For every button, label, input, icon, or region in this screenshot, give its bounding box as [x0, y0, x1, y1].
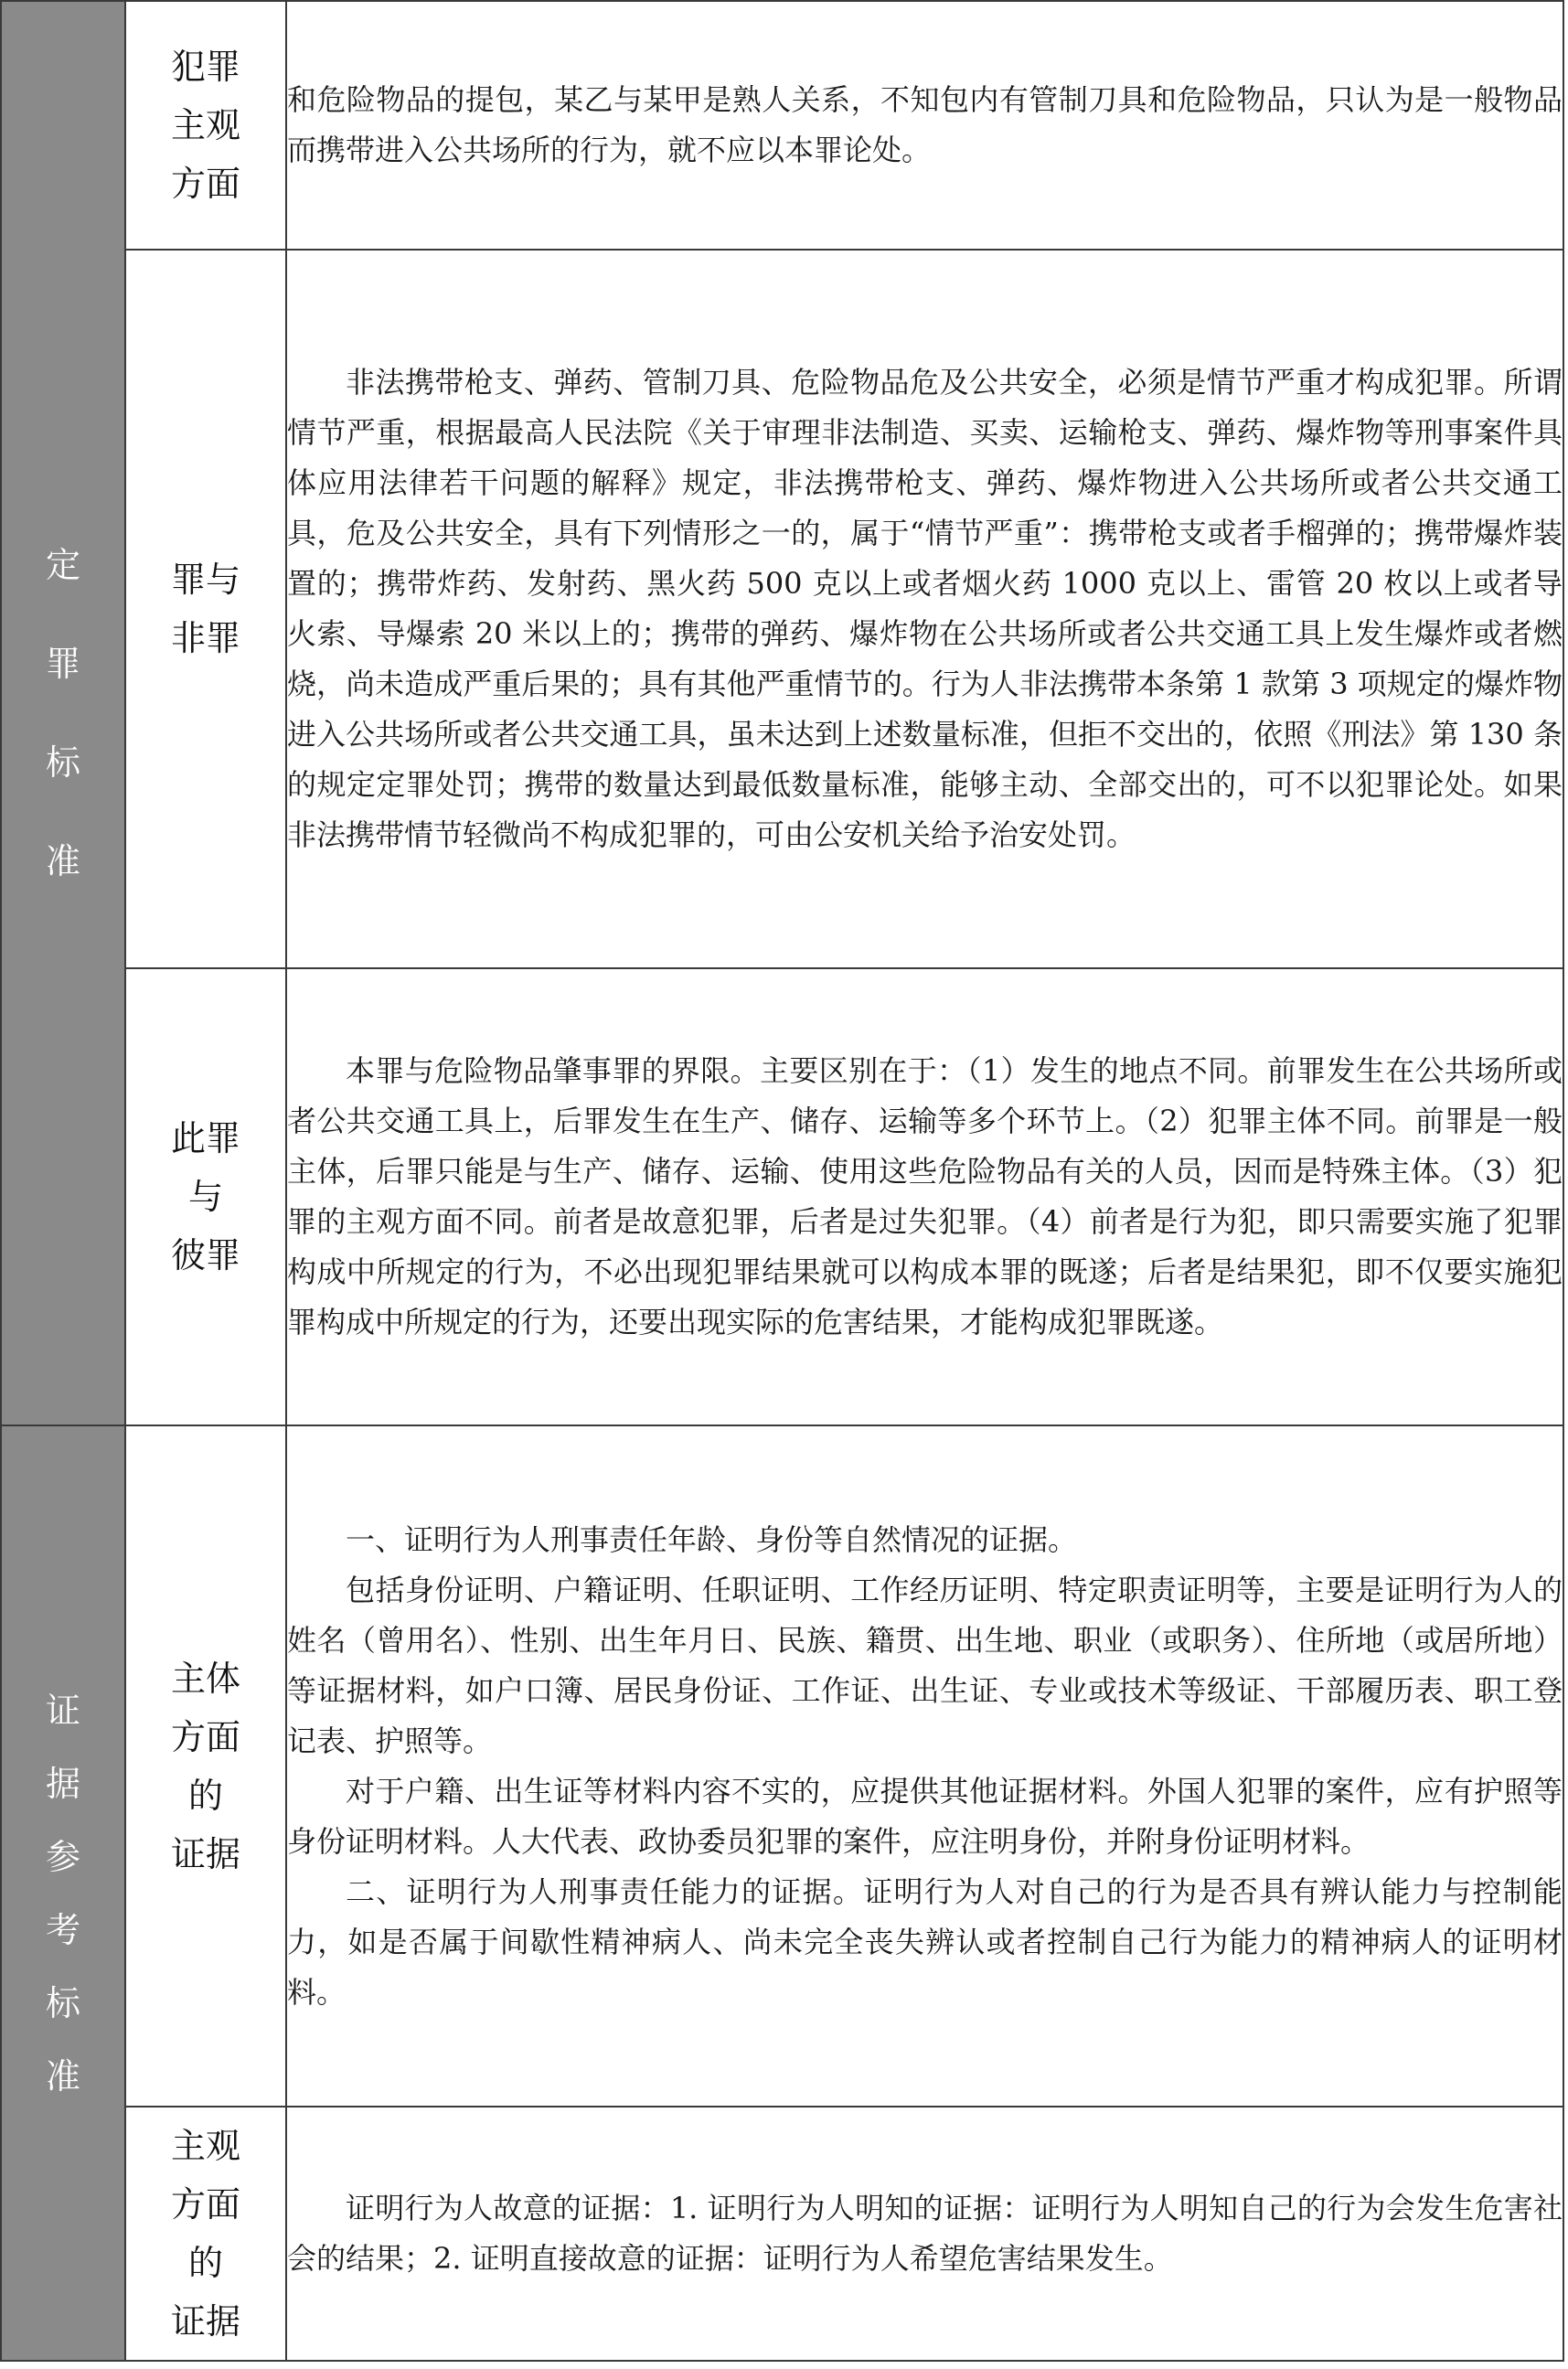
paragraph: 包括身份证明、户籍证明、任职证明、工作经历证明、特定职责证明等，主要是证明行为人的姓名（曾用名）、性别、出生年月日、民族、籍贯、出生地、职业（或职务）、住所地（或居所地）等证据材料，如户口簿、居民身份证、工作证、出生证、专业或技术等级证、干部履历表、职工登记表、护照等。	[287, 1572, 1563, 1758]
row-label-line: 方面	[170, 1716, 240, 1757]
paragraph: 一、证明行为人刑事责任年龄、身份等自然情况的证据。	[346, 1521, 1078, 1557]
table-row	[1, 968, 1563, 1425]
row-label-line: 与	[187, 1177, 223, 1217]
paragraph: 对于户籍、出生证等材料内容不实的，应提供其他证据材料。外国人犯罪的案件，应有护照等身份证明材料。人大代表、政协委员犯罪的案件，应注明身份，并附身份证明材料。	[287, 1773, 1563, 1859]
row-label-line: 此罪	[170, 1118, 240, 1158]
category-char: 准	[45, 841, 80, 881]
row-label-line: 方面	[170, 2184, 240, 2225]
category-char: 标	[45, 742, 80, 783]
row-label-cell	[125, 250, 286, 968]
row-label-line: 犯罪	[170, 47, 240, 87]
row-label-line: 非罪	[170, 618, 240, 658]
table-row	[1, 1, 1563, 250]
row-content-cell	[286, 1425, 1563, 2107]
row-label-line: 证据	[170, 1833, 240, 1874]
category-char: 标	[45, 1982, 80, 2023]
row-label-line: 方面	[170, 164, 240, 204]
row-label-line: 罪与	[170, 560, 240, 600]
table-row	[1, 1425, 1563, 2107]
category-cell-zhengju	[1, 1425, 125, 2361]
row-label-line: 主体	[170, 1658, 240, 1699]
category-char: 定	[45, 545, 80, 585]
row-label-line: 主观	[170, 105, 240, 145]
table-row	[1, 2107, 1563, 2361]
row-label-line: 证据	[170, 2301, 240, 2342]
paragraph: 本罪与危险物品肇事罪的界限。主要区别在于：（1）发生的地点不同。前罪发生在公共场所或者公共交通工具上，后罪发生在生产、储存、运输等多个环节上。（2）犯罪主体不同。前罪是一般主体，后罪只能是与生产、储存、运输、使用这些危险物品有关的人员，因而是特殊主体。（3）犯罪的主观方面不同。前者是故意犯罪，后者是过失犯罪。（4）前者是行为犯，即只需要实施了犯罪构成中所规定的行为，不必出现犯罪结果就可以构成本罪的既遂；后者是结果犯，即不仅要实施犯罪构成中所规定的行为，还要出现实际的危害结果，才能构成犯罪既遂。	[287, 1053, 1563, 1339]
row-label-line: 主观	[170, 2126, 240, 2166]
category-char: 准	[45, 2055, 80, 2097]
category-char: 考	[45, 1909, 80, 1950]
category-char: 参	[45, 1836, 80, 1877]
row-content-cell	[286, 1, 1563, 250]
row-label-line: 彼罪	[170, 1235, 240, 1275]
row-label-cell	[125, 1425, 286, 2107]
row-content-cell	[286, 250, 1563, 968]
row-label-line: 的	[187, 1775, 223, 1816]
row-content-cell	[286, 968, 1563, 1425]
row-label-cell	[125, 2107, 286, 2361]
row-label-line: 的	[187, 2243, 223, 2283]
category-char: 证	[45, 1690, 80, 1731]
row-label-cell	[125, 968, 286, 1425]
category-cell-dingzui	[1, 1, 125, 1425]
paragraph: 和危险物品的提包，某乙与某甲是熟人关系，不知包内有管制刀具和危险物品，只认为是一般物品而携带进入公共场所的行为，就不应以本罪论处。	[287, 82, 1563, 167]
row-label-cell	[125, 1, 286, 250]
table-row	[1, 250, 1563, 968]
category-char: 罪	[45, 644, 80, 684]
row-content-cell	[286, 2107, 1563, 2361]
paragraph: 非法携带枪支、弹药、管制刀具、危险物品危及公共安全，必须是情节严重才构成犯罪。所谓情节严重，根据最高人民法院《关于审理非法制造、买卖、运输枪支、弹药、爆炸物等刑事案件具体应用法律若干问题的解释》规定，非法携带枪支、弹药、爆炸物进入公共场所或者公共交通工具，危及公共安全，具有下列情形之一的，属于“情节严重”：携带枪支或者手榴弹的；携带爆炸装置的；携带炸药、发射药、黑火药 500 克以上或者烟火药 1000 克以上、雷管 20 枚以上或者导火索、导爆索 20 米以上的；携带的弹药、爆炸物在公共场所或者公共交通工具上发生爆炸或者燃烧，尚未造成严重后果的；具有其他严重情节的。行为人非法携带本条第 1 款第 3 项规定的爆炸物进入公共场所或者公共交通工具，虽未达到上述数量标准，但拒不交出的，依照《刑法》第 130 条的规定定罪处罚；携带的数量达到最低数量标准，能够主动、全部交出的，可不以犯罪论处。如果非法携带情节轻微尚不构成犯罪的，可由公安机关给予治安处罚。	[287, 365, 1563, 852]
paragraph: 证明行为人故意的证据：1. 证明行为人明知的证据：证明行为人明知自己的行为会发生危害社会的结果；2. 证明直接故意的证据：证明行为人希望危害结果发生。	[287, 2191, 1563, 2276]
category-char: 据	[45, 1763, 80, 1804]
paragraph: 二、证明行为人刑事责任能力的证据。证明行为人对自己的行为是否具有辨认能力与控制能力，如是否属于间歇性精神病人、尚未完全丧失辨认或者控制自己行为能力的精神病人的证明材料。	[287, 1873, 1563, 2010]
